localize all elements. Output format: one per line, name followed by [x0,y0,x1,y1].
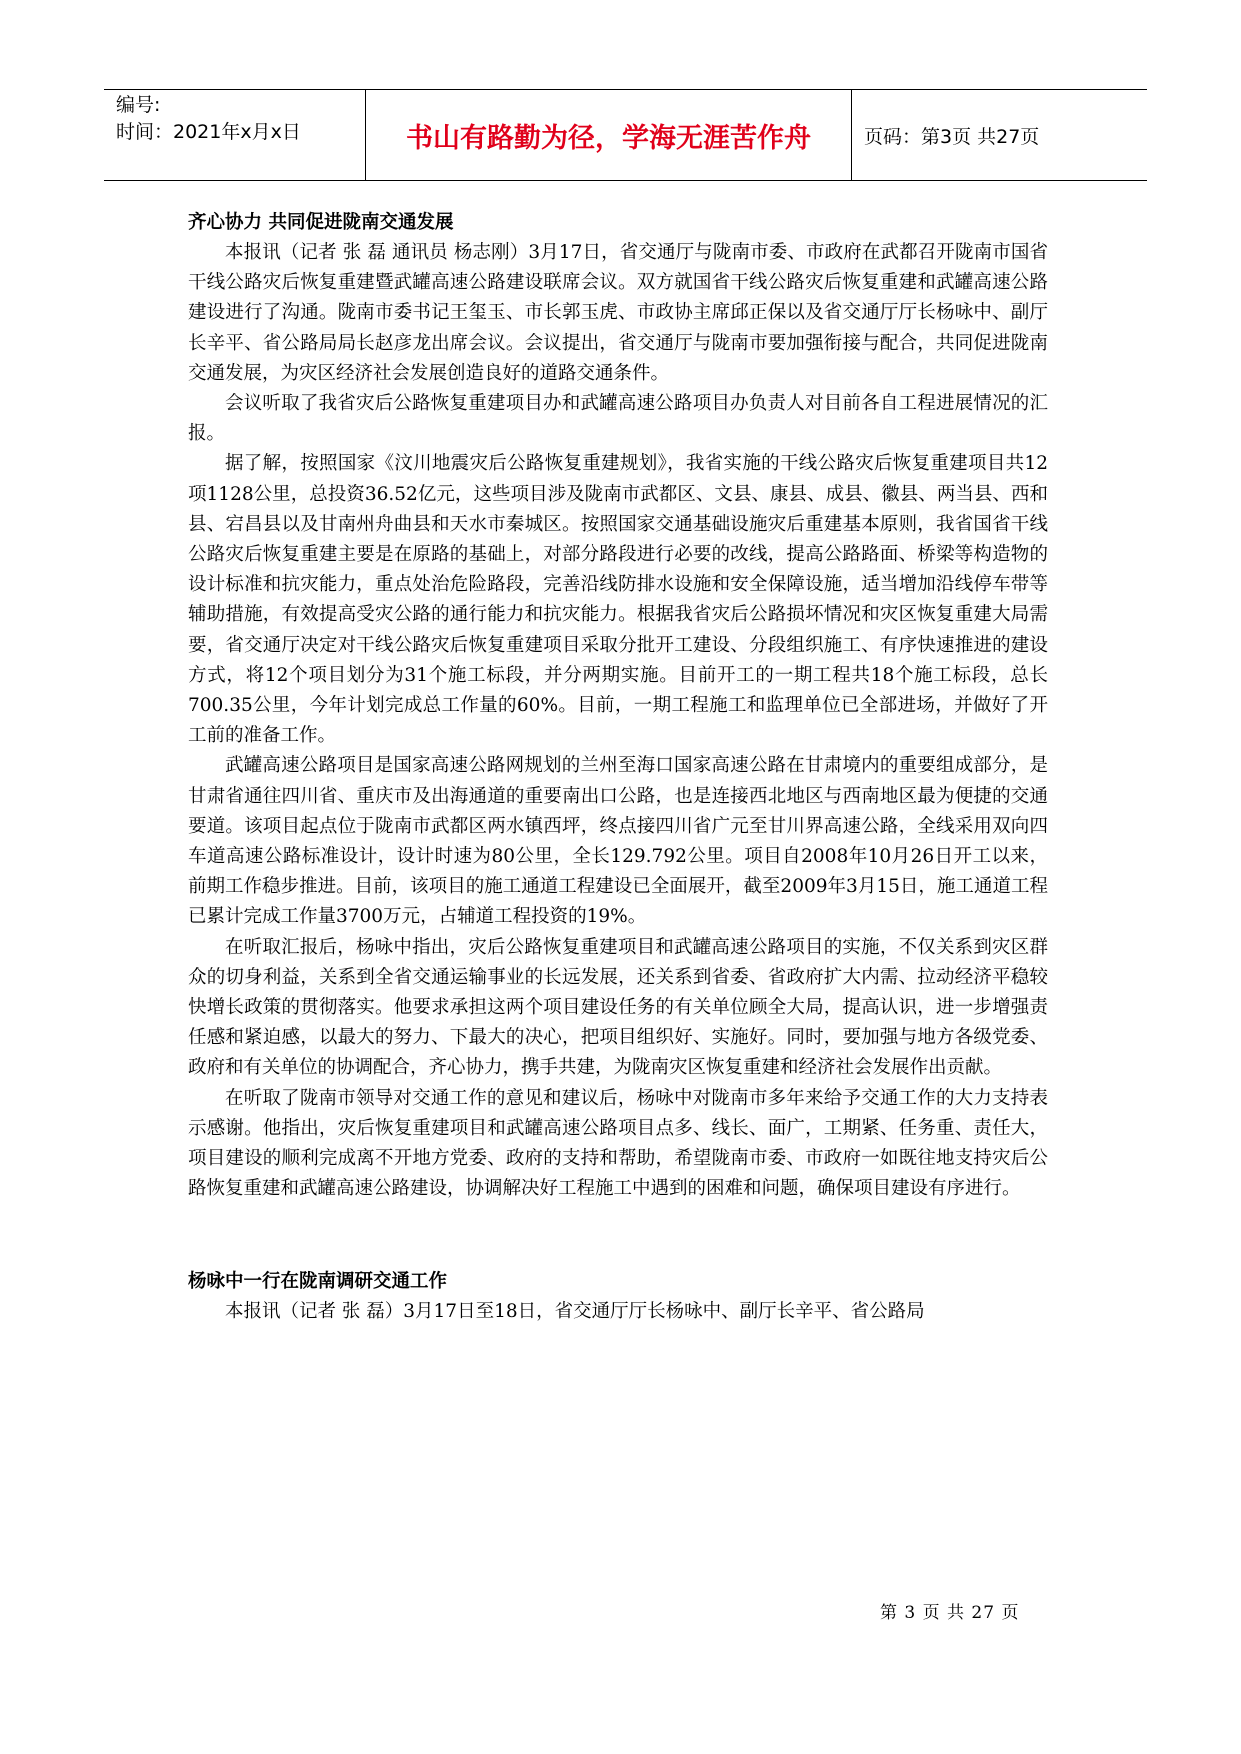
page-footer: 第 3 页 共 27 页 [880,1603,1020,1623]
header-motto: 书山有路勤为径，学海无涯苦作舟 [366,90,852,180]
section-spacer [188,1205,1048,1267]
article-paragraph: 本报讯（记者 张 磊 通讯员 杨志刚）3月17日，省交通厅与陇南市委、市政府在武都召开陇南市国省干线公路灾后恢复重建暨武罐高速公路建设联席会议。双方就国省干线公路灾后恢复重建和武罐高速公路建设进行了沟通。陇南市委书记王玺玉、市长郭玉虎、市政协主席邱正保以及省交通厅厅长杨咏中、副厅长辛平、省公路局局长赵彦龙出席会议。会议提出，省交通厅与陇南市要加强衔接与配合，共同促进陇南交通发展，为灾区经济社会发展创造良好的道路交通条件。 [188,242,1048,384]
article-title: 杨咏中一行在陇南调研交通工作 [188,1270,448,1292]
article-paragraph: 本报讯（记者 张 磊）3月17日至18日，省交通厅厅长杨咏中、副厅长辛平、省公路局 [225,1300,925,1322]
document-body [188,208,1048,1327]
article-paragraph: 据了解，按照国家《汶川地震灾后公路恢复重建规划》，我省实施的干线公路灾后恢复重建项目共12项1128公里，总投资36.52亿元，这些项目涉及陇南市武都区、文县、康县、成县、徽县、两当县、西和县、宕昌县以及甘南州舟曲县和天水市秦城区。按照国家交通基础设施灾后重建基本原则，我省国省干线公路灾后恢复重建主要是在原路的基础上，对部分路段进行必要的改线，提高公路路面、桥梁等构造物的设计标准和抗灾能力，重点处治危险路段，完善沿线防排水设施和安全保障设施，适当增加沿线停车带等辅助措施，有效提高受灾公路的通行能力和抗灾能力。根据我省灾后公路损坏情况和灾区恢复重建大局需要，省交通厅决定对干线公路灾后恢复重建项目采取分批开工建设、分段组织施工、有序快速推进的建设方式，将12个项目划分为31个施工标段，并分两期实施。目前开工的一期工程共18个施工标段，总长700.35公里，今年计划完成总工作量的60%。目前，一期工程施工和监理单位已全部进场，并做好了开工前的准备工作。 [188,453,1048,747]
article-paragraph: 在听取了陇南市领导对交通工作的意见和建议后，杨咏中对陇南市多年来给予交通工作的大力支持表示感谢。他指出，灾后恢复重建项目和武罐高速公路项目点多、线长、面广，工期紧、任务重、责任大，项目建设的顺利完成离不开地方党委、政府的支持和帮助，希望陇南市委、市政府一如既往地支持灾后公路恢复重建和武罐高速公路建设，协调解决好工程施工中遇到的困难和问题，确保项目建设有序进行。 [188,1087,1048,1200]
document-header [104,89,1147,181]
header-page-info: 页码：第3页 共27页 [864,125,1040,148]
header-meta [104,90,366,180]
document-number-label: 编号: [116,94,161,116]
document-time-label: 时间：2021年x月x日 [116,121,301,143]
article-paragraph: 武罐高速公路项目是国家高速公路网规划的兰州至海口国家高速公路在甘肃境内的重要组成部分，是甘肃省通往四川省、重庆市及出海通道的重要南出口公路，也是连接西北地区与西南地区最为便捷的交通要道。该项目起点位于陇南市武都区两水镇西坪，终点接四川省广元至甘川界高速公路，全线采用双向四车道高速公路标准设计，设计时速为80公里，全长129.792公里。项目自2008年10月26日开工以来，前期工作稳步推进。目前，该项目的施工通道工程建设已全面展开，截至2009年3月15日，施工通道工程已累计完成工作量3700万元，占辅道工程投资的19%。 [188,755,1048,928]
article-paragraph: 会议听取了我省灾后公路恢复重建项目办和武罐高速公路项目办负责人对目前各自工程进展情况的汇报。 [188,393,1048,445]
article-title: 齐心协力 共同促进陇南交通发展 [188,212,454,233]
article-paragraph: 在听取汇报后，杨咏中指出，灾后公路恢复重建项目和武罐高速公路项目的实施，不仅关系到灾区群众的切身利益，关系到全省交通运输事业的长远发展，还关系到省委、省政府扩大内需、拉动经济平稳较快增长政策的贯彻落实。他要求承担这两个项目建设任务的有关单位顾全大局，提高认识，进一步增强责任感和紧迫感，以最大的努力、下最大的决心，把项目组织好、实施好。同时，要加强与地方各级党委、政府和有关单位的协调配合，齐心协力，携手共建，为陇南灾区恢复重建和经济社会发展作出贡献。 [188,936,1048,1079]
